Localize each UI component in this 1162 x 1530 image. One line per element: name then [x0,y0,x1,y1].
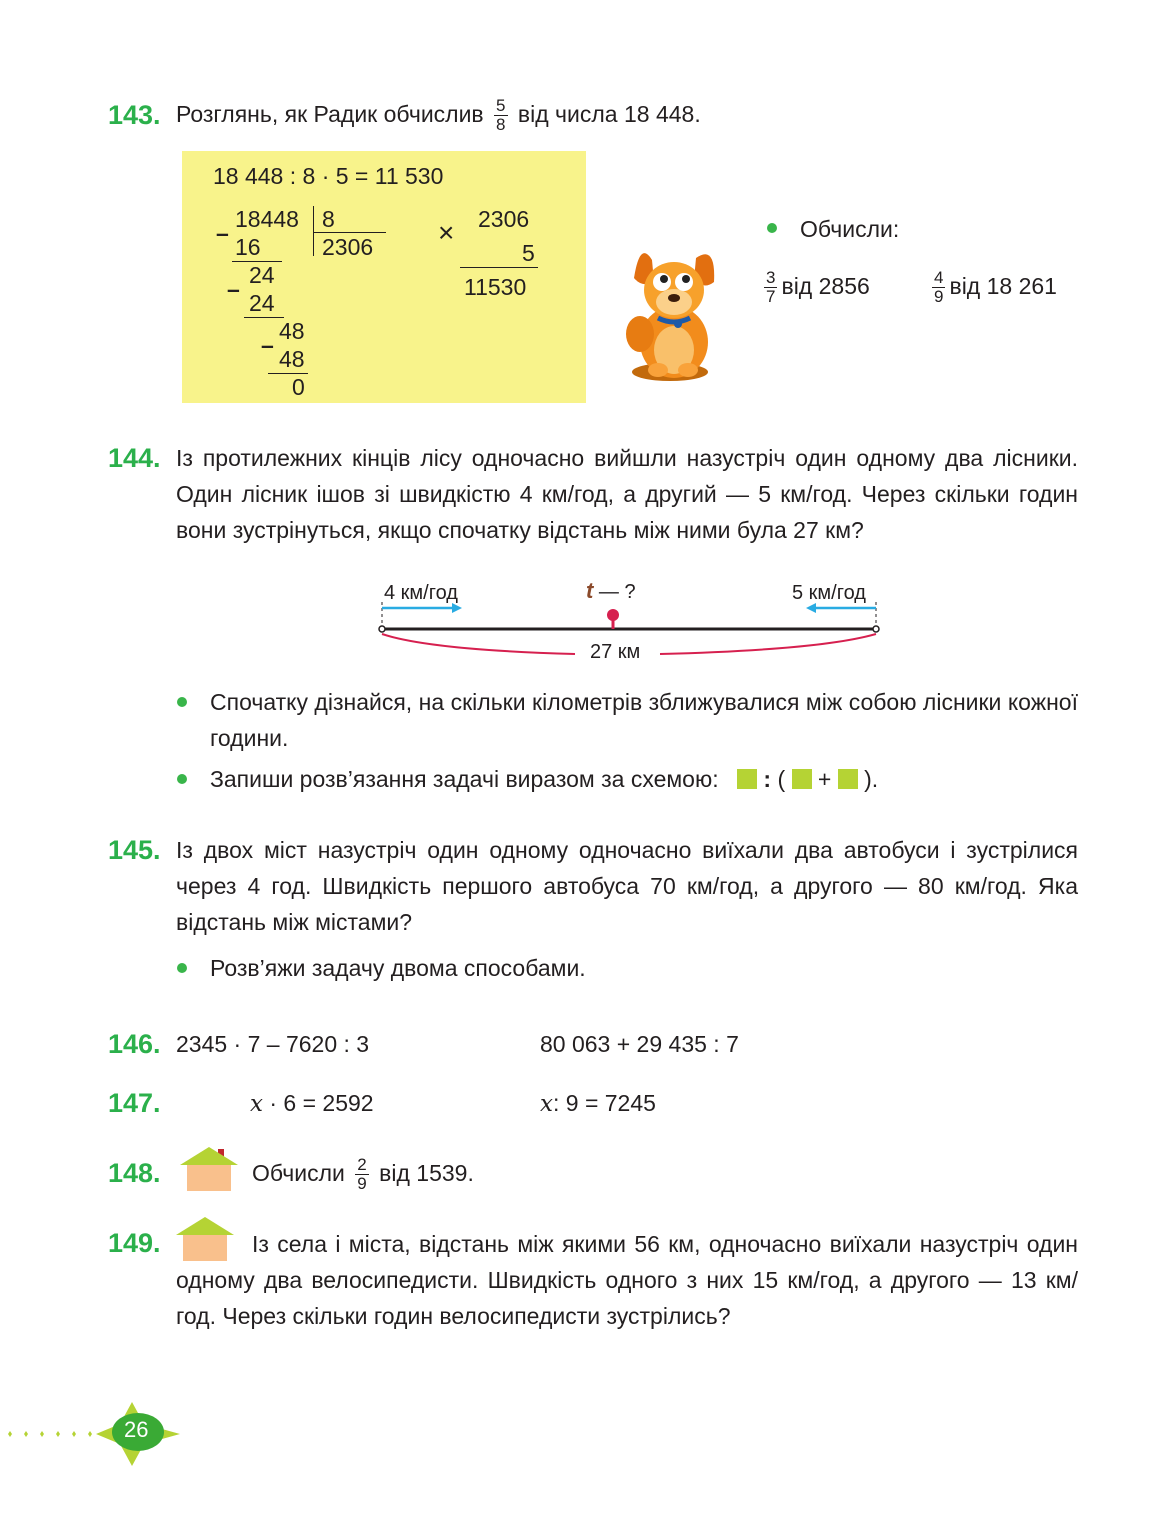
division-quotient: 2306 [322,234,374,260]
division-minus-2: – [227,276,240,302]
problem-147-number: 147. [108,1088,161,1118]
problem-143-text [176,96,701,134]
problem-145-number: 145. [108,835,161,865]
problem-145-text: Із двох міст назустріч один одному одночасно виїхали два автобуси і зустрілися через 4 год. Швидкість першого автобуса 70 км/год, а другого — 80 км/год. Яка відстань між містами? [176,837,1078,935]
division-divisor: 8 [322,206,335,232]
bullet-144-1 [177,697,187,707]
house-icon [180,1145,238,1191]
division-minus-1: – [216,220,229,246]
division-step-1: 16 [235,234,261,260]
page-number: 26 [124,1417,149,1442]
left-speed-label: 4 км/год [384,582,458,604]
problem-145-bullet: Розв’яжи задачу двома способами. [210,955,586,981]
fraction-5-8: $\frac{5}{8}$ [496,96,506,135]
problem-144-bullet-2-text: Запиши розв’язання задачі виразом за схемою: [210,766,719,792]
problem-147-eq-2 [540,1085,656,1122]
task-1 [760,268,870,306]
scheme-square-1 [737,769,757,789]
scheme-colon: : [763,766,772,792]
problem-144-number: 144. [108,443,161,473]
problem-149-number: 149. [108,1228,161,1258]
problem-148-number: 148. [108,1158,161,1188]
fraction-3-7: $\frac{3}{7}$ [766,268,776,307]
problem-148-text-before: Обчисли [252,1160,345,1186]
task-label: Обчисли: [800,216,900,242]
solution-equation: 18 448 : 8 · 5 = 11 530 [213,163,444,189]
scheme-square-2 [792,769,812,789]
problem-144-bullet-1: Спочатку дізнайся, на скільки кілометрів зближувалися між собою лісники кожної години. [210,689,1078,751]
division-step-4: 48 [279,318,305,344]
bullet-144-2 [177,774,187,784]
multiplication-sign: × [438,217,455,248]
time-question: — ? [598,581,636,603]
bullet-143 [767,223,777,233]
problem-144-bullet-2 [210,761,878,797]
division-step-2: 24 [249,262,275,288]
problem-147-eq-1-text: · 6 = 2592 [269,1090,374,1116]
problem-148-text-after: від 1539. [379,1160,474,1186]
task-2 [928,268,1057,306]
page-badge [0,1400,190,1470]
variable-x: x [250,1091,263,1117]
division-minus-3: – [261,332,274,358]
distance-label: 27 км [590,641,641,663]
fraction-4-9: $\frac{4}{9}$ [934,268,944,307]
division-remainder: 0 [292,374,305,400]
problem-143-text-after: від числа 18 448. [517,101,701,127]
scheme-open: ( [777,766,786,792]
fraction-2-9: $\frac{2}{9}$ [357,1155,367,1194]
scheme-close: ). [864,766,879,792]
bullet-145 [177,963,187,973]
problem-147-eq-2-text: : 9 = 7245 [552,1090,656,1116]
division-step-3: 24 [249,290,275,316]
division-step-5: 48 [279,346,305,372]
problem-147-eq-1 [250,1085,374,1122]
problem-146-expr-2: 80 063 + 29 435 : 7 [540,1031,739,1057]
multiplication-b: 5 [522,240,535,266]
problem-146-expr-1: 2345 · 7 – 7620 : 3 [176,1031,370,1057]
problem-143-text-before: Розглянь, як Радик обчислив [176,101,484,127]
variable-x: x [540,1091,553,1117]
problem-144-text: Із протилежних кінців лісу одночасно вийшли назустріч один одному два лісники. Один лісник ішов зі швидкістю 4 км/год, а другий — 5 км/год. Через скільки годин вони зустрінуться, якщо спочатку відстань між ними була 27 км? [176,445,1078,543]
task-2-text: від 18 261 [949,273,1057,299]
division-dividend: 18448 [235,206,299,232]
scheme-plus: + [817,766,832,792]
problem-149-text: Із села і міста, відстань між якими 56 км, одночасно виїхали назустріч один одному два велосипедисти. Швидкість одного з них 15 км/год, а другого — 13 км/год. Через скільки годин велосипедисти зустрілись? [176,1231,1078,1329]
right-speed-label: 5 км/год [792,582,866,604]
time-symbol: t [586,578,594,603]
problem-143-number: 143. [108,100,161,130]
scheme-square-3 [838,769,858,789]
time-label [586,578,636,604]
task-1-text: від 2856 [781,273,870,299]
multiplication-a: 2306 [478,206,530,232]
scheme [737,766,878,792]
multiplication-result: 11530 [464,274,527,300]
dog-illustration [618,238,730,384]
problem-148-text [252,1155,474,1193]
problem-146-number: 146. [108,1029,161,1059]
